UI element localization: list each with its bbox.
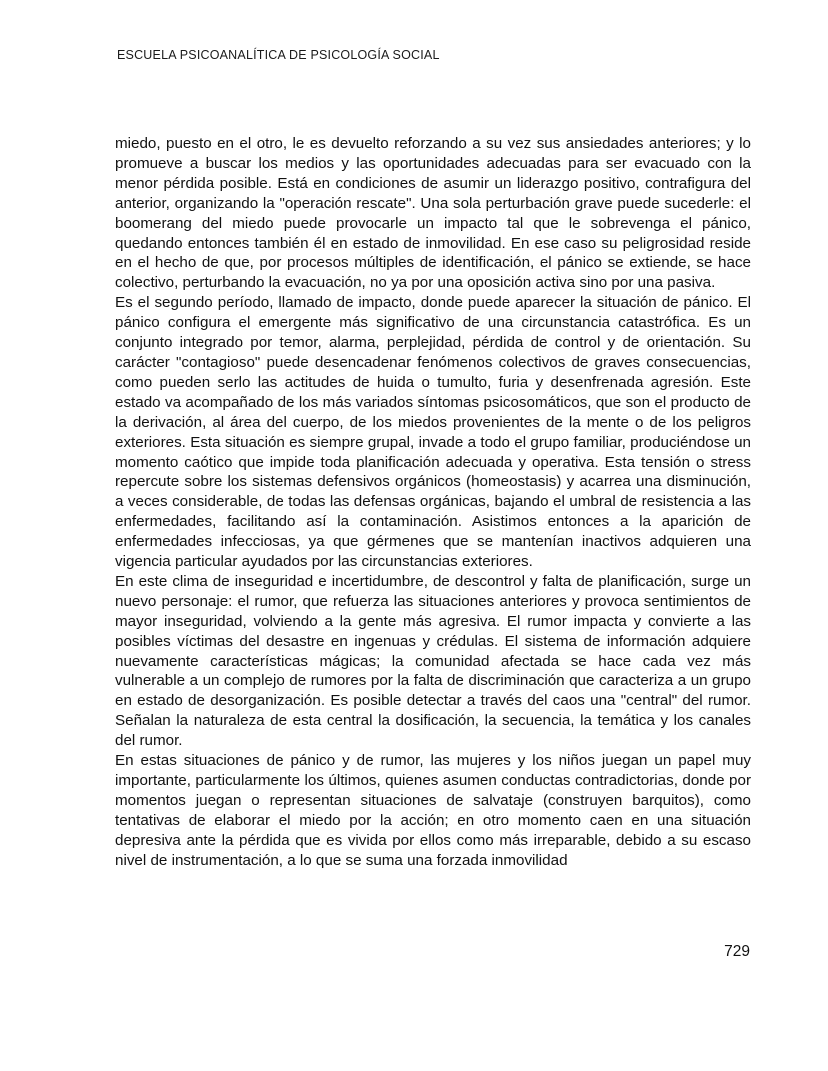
paragraph-2: Es el segundo período, llamado de impacto, donde puede aparecer la situación de pánico. El pánico configura el emergente más significativo de una circunstancia catastrófica. Es un conjunto integrado por temor, alarma, perplejidad, pérdida de control y de orientación. Su carácter "contagioso" puede desencadenar fenómenos colectivos de graves consecuencias, como pueden serlo las actitudes de huida o tumulto, furia y desenfrenada agresión. Este estado va acompañado de los más variados síntomas psicosomáticos, que son el producto de la derivación, al área del cuerpo, de los miedos provenientes de la mente o de los peligros exteriores. Esta situación es siempre grupal, invade a todo el grupo familiar, produciéndose un momento caótico que impide toda planificación adecuada y operativa. Esta tensión o stress repercute sobre los sistemas defensivos orgánicos (homeostasis) y acarrea una disminución, a veces considerable, de todas las defensas orgánicas, bajando el umbral de resistencia a las enfermedades, facilitando así la contaminación. Asistimos entonces a la aparición de enfermedades infecciosas, ya que gérmenes que se mantenían inactivos adquieren una vigencia particular ayudados por las circunstancias exteriores. [115,294,751,571]
running-header: ESCUELA PSICOANALÍTICA DE PSICOLOGÍA SOCIAL [117,48,440,62]
body-text [115,134,751,871]
paragraph-3: En este clima de inseguridad e incertidumbre, de descontrol y falta de planificación, surge un nuevo personaje: el rumor, que refuerza las situaciones anteriores y provoca sentimientos de mayor inseguridad, volviendo a la gente más agresiva. El rumor impacta y convierte a las posibles víctimas del desastre en ingenuas y crédulas. El sistema de información adquiere nuevamente características mágicas; la comunidad afectada se hace cada vez más vulnerable a un complejo de rumores por la falta de discriminación que caracteriza a un grupo en estado de desorganización. Es posible detectar a través del caos una "central" del rumor. Señalan la naturaleza de esta central la dosificación, la secuencia, la temática y los canales del rumor. [115,572,751,750]
paragraph-1: miedo, puesto en el otro, le es devuelto reforzando a su vez sus ansiedades anteriores; y lo promueve a buscar los medios y las oportunidades adecuadas para ser evacuado con la menor pérdida posible. Está en condiciones de asumir un liderazgo positivo, contrafigura del anterior, organizando la "operación rescate". Una sola perturbación grave puede sucederle: el boomerang del miedo puede provocarle un impacto tal que le sobrevenga el pánico, quedando entonces también él en estado de inmovilidad. En ese caso su peligrosidad reside en el hecho de que, por procesos múltiples de identificación, el pánico se extiende, se hace colectivo, perturbando la evacuación, no ya por una oposición activa sino por una pasiva. [115,135,751,292]
page-number: 729 [724,943,750,960]
paragraph-4: En estas situaciones de pánico y de rumor, las mujeres y los niños juegan un papel muy importante, particularmente los últimos, quienes asumen conductas contradictorias, donde por momentos juegan o representan situaciones de salvataje (construyen barquitos), como tentativas de elaborar el miedo por la acción; en otro momento caen en una situación depresiva ante la pérdida que es vivida por ellos como más irreparable, debido a su escaso nivel de instrumentación, a lo que se suma una forzada inmovilidad [115,752,751,869]
